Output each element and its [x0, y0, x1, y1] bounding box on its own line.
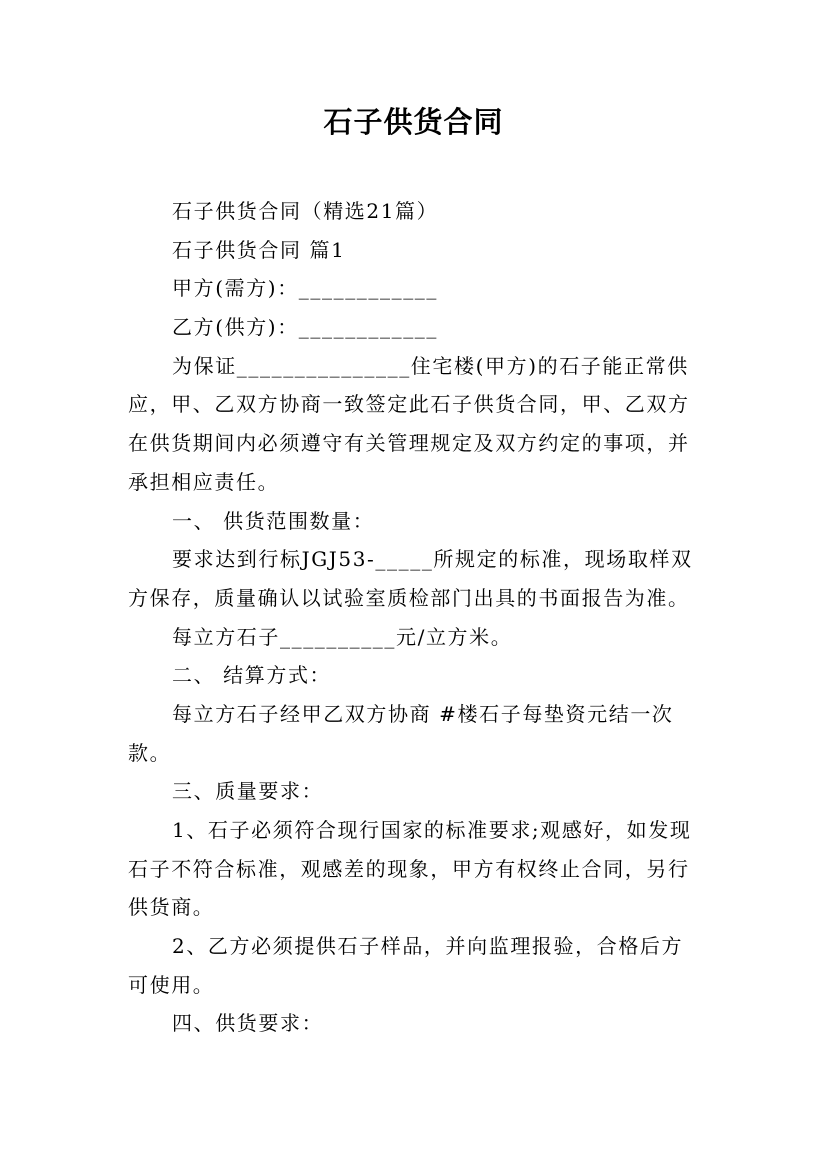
paragraph-line: 甲方(需方)：____________ — [172, 276, 439, 301]
section-heading: 四、供货要求： — [172, 1011, 324, 1036]
section-heading: 一、 供货范围数量： — [172, 508, 375, 533]
document-title: 石子供货合同 — [323, 105, 504, 139]
paragraph-line: 供货商。 — [128, 895, 215, 920]
paragraph-line: 1、石子必须符合现行国家的标准要求;观感好，如发现 — [172, 818, 692, 842]
paragraph-line: 每立方石子__________元/立方米。 — [172, 624, 513, 649]
section-heading: 三、质量要求： — [172, 779, 324, 804]
document-body — [128, 192, 704, 1043]
paragraph-line: 承担相应责任。 — [128, 469, 280, 494]
paragraph-line: 2、乙方必须提供石子样品，并向监理报验，合格后方 — [172, 934, 684, 959]
paragraph-line: 要求达到行标JGJ53-_____所规定的标准，现场取样双 — [172, 547, 693, 572]
paragraph-line: 可使用。 — [128, 972, 215, 997]
paragraph-line: 石子供货合同（精选21篇） — [172, 199, 439, 223]
paragraph-line: 方保存，质量确认以试验室质检部门出具的书面报告为准。 — [128, 585, 690, 610]
paragraph-line: 应，甲、乙双方协商一致签定此石子供货合同，甲、乙双方 — [128, 392, 690, 417]
section-heading: 二、 结算方式： — [172, 663, 332, 688]
paragraph-line: 每立方石子经甲乙双方协商 #楼石子每垫资元结一次 — [172, 701, 674, 726]
paragraph-line: 石子供货合同 篇1 — [172, 237, 346, 262]
paragraph-line: 乙方(供方)：____________ — [172, 315, 439, 340]
paragraph-line: 在供货期间内必须遵守有关管理规定及双方约定的事项，并 — [128, 431, 690, 456]
paragraph-line: 为保证_______________住宅楼(甲方)的石子能正常供 — [172, 353, 689, 378]
paragraph-line: 款。 — [128, 740, 172, 765]
paragraph-line: 石子不符合标准，观感差的现象，甲方有权终止合同，另行 — [128, 856, 690, 881]
